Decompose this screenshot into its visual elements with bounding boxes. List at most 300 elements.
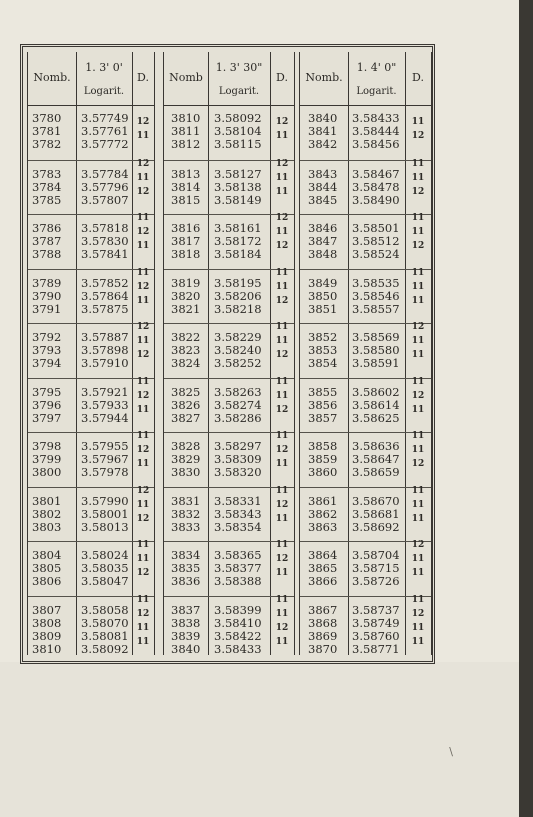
number-cell: 3848 bbox=[308, 247, 338, 261]
difference-cell: 11 bbox=[136, 336, 150, 346]
difference-cell: 12 bbox=[136, 350, 150, 360]
logarithm-cell: 3.57864 bbox=[81, 288, 129, 303]
row-group bbox=[28, 378, 154, 430]
number-cell: 3795 bbox=[32, 384, 62, 399]
row-group bbox=[300, 323, 431, 375]
table-header bbox=[300, 52, 431, 106]
difference-cell: 12 bbox=[136, 158, 150, 169]
logarithm-cell: 3.58081 bbox=[81, 628, 129, 643]
number-cell: 3796 bbox=[32, 397, 62, 412]
logarithm-cell: 3.58013 bbox=[81, 519, 129, 534]
number-cell: 3827 bbox=[171, 410, 201, 425]
logarithm-cell: 3.57761 bbox=[81, 124, 129, 138]
row-group bbox=[28, 323, 154, 375]
number-cell: 3790 bbox=[32, 288, 62, 303]
difference-header: D. bbox=[412, 71, 424, 85]
difference-cell: 12 bbox=[411, 608, 425, 619]
logarithm-cell: 3.58771 bbox=[352, 641, 400, 656]
logarithm-cell: 3.58252 bbox=[214, 356, 262, 370]
logarithm-cell: 3.57830 bbox=[81, 234, 129, 248]
logarithm-cell: 3.58501 bbox=[352, 221, 400, 235]
number-cell: 3869 bbox=[308, 628, 338, 643]
logarithm-cell: 3.58320 bbox=[214, 465, 262, 479]
number-cell: 3838 bbox=[171, 615, 201, 630]
row-group bbox=[164, 594, 294, 656]
number-cell: 3817 bbox=[171, 234, 201, 248]
difference-cell: 11 bbox=[136, 540, 150, 550]
logarithm-cell: 3.58058 bbox=[81, 602, 129, 617]
logarithm-cell: 3.58715 bbox=[352, 561, 400, 575]
logarithm-cell: 3.58297 bbox=[214, 439, 262, 453]
difference-cell: 12 bbox=[136, 608, 150, 619]
logarithm-cell: 3.57933 bbox=[81, 397, 129, 412]
difference-cell: 12 bbox=[411, 459, 425, 469]
row-group bbox=[164, 323, 294, 375]
row-group bbox=[300, 269, 431, 321]
number-cell: 3835 bbox=[171, 561, 201, 575]
logarithm-cell: 3.57784 bbox=[81, 166, 129, 181]
difference-cell: 12 bbox=[411, 241, 425, 251]
logarithm-cell: 3.58309 bbox=[214, 452, 262, 466]
number-cell: 3784 bbox=[32, 179, 62, 194]
table-body bbox=[28, 105, 154, 655]
difference-cell: 11 bbox=[275, 431, 289, 441]
logarithm-cell: 3.58535 bbox=[352, 275, 400, 290]
logarithm-cell: 3.58410 bbox=[214, 615, 262, 630]
difference-cell: 11 bbox=[275, 459, 289, 469]
number-cell: 3794 bbox=[32, 356, 62, 370]
logarithm-table-frame bbox=[20, 44, 435, 664]
difference-cell: 11 bbox=[411, 172, 425, 183]
logarithm-cell: 3.58569 bbox=[352, 330, 400, 344]
logarithm-cell: 3.58388 bbox=[214, 574, 262, 588]
logarithm-cell: 3.58104 bbox=[214, 124, 262, 138]
number-cell: 3854 bbox=[308, 356, 338, 370]
logarithm-cell: 3.57921 bbox=[81, 384, 129, 399]
difference-cell: 12 bbox=[275, 158, 289, 169]
logarithm-cell: 3.57955 bbox=[81, 439, 129, 453]
number-cell: 3832 bbox=[171, 506, 201, 521]
logarit-label: Logarit. bbox=[218, 86, 260, 97]
logarithm-cell: 3.57796 bbox=[81, 179, 129, 194]
logarithm-cell: 3.57887 bbox=[81, 330, 129, 344]
logarithm-cell: 3.58377 bbox=[214, 561, 262, 575]
logarithm-cell: 3.58467 bbox=[352, 166, 400, 181]
logarit-label: Logarit. bbox=[356, 86, 397, 97]
difference-cell: 11 bbox=[411, 227, 425, 237]
row-group bbox=[300, 378, 431, 430]
number-cell: 3852 bbox=[308, 330, 338, 344]
number-cell: 3847 bbox=[308, 234, 338, 248]
logarithm-cell: 3.58647 bbox=[352, 452, 400, 466]
number-cell: 3788 bbox=[32, 247, 62, 261]
logarit-header bbox=[76, 52, 132, 105]
difference-cell: 11 bbox=[275, 281, 289, 292]
number-cell: 3843 bbox=[308, 166, 338, 181]
difference-cell: 12 bbox=[136, 445, 150, 455]
number-cell: 3830 bbox=[171, 465, 201, 479]
table-body bbox=[300, 105, 431, 655]
logarithm-cell: 3.57978 bbox=[81, 465, 129, 479]
logarithm-cell: 3.58115 bbox=[214, 137, 262, 151]
logarithm-cell: 3.58274 bbox=[214, 397, 262, 412]
number-cell: 3849 bbox=[308, 275, 338, 290]
difference-cell: 11 bbox=[136, 636, 150, 647]
logarithm-cell: 3.58444 bbox=[352, 124, 400, 138]
difference-cell: 11 bbox=[136, 499, 150, 510]
difference-cell: 11 bbox=[411, 499, 425, 510]
difference-cell: 11 bbox=[136, 404, 150, 415]
difference-cell: 11 bbox=[411, 336, 425, 346]
logarithm-cell: 3.58433 bbox=[214, 641, 262, 656]
logarithm-cell: 3.58580 bbox=[352, 343, 400, 357]
row-group bbox=[164, 105, 294, 156]
difference-cell: 11 bbox=[411, 431, 425, 441]
logarithm-cell: 3.58681 bbox=[352, 506, 400, 521]
logarithm-cell: 3.58218 bbox=[214, 301, 262, 316]
number-cell: 3820 bbox=[171, 288, 201, 303]
logarithm-cell: 3.58229 bbox=[214, 330, 262, 344]
logarithm-cell: 3.58692 bbox=[352, 519, 400, 534]
difference-cell: 11 bbox=[275, 376, 289, 387]
logarithm-cell: 3.57910 bbox=[81, 356, 129, 370]
logarithm-cell: 3.58035 bbox=[81, 561, 129, 575]
difference-cell: 12 bbox=[411, 131, 425, 141]
logarithm-cell: 3.58557 bbox=[352, 301, 400, 316]
row-group bbox=[300, 594, 431, 656]
number-cell: 3857 bbox=[308, 410, 338, 425]
logarithm-cell: 3.58602 bbox=[352, 384, 400, 399]
difference-cell: 12 bbox=[136, 186, 150, 197]
logarithm-cell: 3.57898 bbox=[81, 343, 129, 357]
number-cell: 3840 bbox=[308, 111, 338, 125]
logarithm-cell: 3.58422 bbox=[214, 628, 262, 643]
number-cell: 3792 bbox=[32, 330, 62, 344]
difference-cell: 12 bbox=[275, 295, 289, 306]
row-group bbox=[300, 541, 431, 593]
logarithm-cell: 3.58001 bbox=[81, 506, 129, 521]
difference-cell: 11 bbox=[275, 186, 289, 197]
logarithm-cell: 3.58172 bbox=[214, 234, 262, 248]
logarithm-cell: 3.58456 bbox=[352, 137, 400, 151]
difference-cell: 11 bbox=[411, 513, 425, 524]
difference-cell: 12 bbox=[136, 227, 150, 237]
difference-cell: 12 bbox=[275, 622, 289, 633]
number-cell: 3801 bbox=[32, 493, 62, 508]
logarithm-cell: 3.58512 bbox=[352, 234, 400, 248]
row-group bbox=[28, 594, 154, 656]
difference-header: D. bbox=[276, 71, 288, 85]
number-cell: 3814 bbox=[171, 179, 201, 194]
table-header bbox=[28, 52, 154, 106]
number-cell: 3858 bbox=[308, 439, 338, 453]
number-cell: 3789 bbox=[32, 275, 62, 290]
difference-cell: 12 bbox=[275, 499, 289, 510]
difference-cell: 12 bbox=[411, 186, 425, 197]
logarithm-cell: 3.58161 bbox=[214, 221, 262, 235]
number-cell: 3797 bbox=[32, 410, 62, 425]
number-cell: 3812 bbox=[171, 137, 201, 151]
difference-cell: 11 bbox=[136, 267, 150, 278]
number-cell: 3845 bbox=[308, 192, 338, 207]
number-cell: 3841 bbox=[308, 124, 338, 138]
difference-cell: 11 bbox=[411, 554, 425, 564]
number-cell: 3866 bbox=[308, 574, 338, 588]
row-group bbox=[164, 432, 294, 484]
difference-cell: 12 bbox=[411, 540, 425, 550]
number-cell: 3809 bbox=[32, 628, 62, 643]
row-group bbox=[164, 269, 294, 321]
difference-cell: 11 bbox=[275, 485, 289, 496]
difference-cell: 12 bbox=[136, 117, 150, 127]
number-cell: 3781 bbox=[32, 124, 62, 138]
difference-cell: 11 bbox=[411, 485, 425, 496]
difference-cell: 12 bbox=[275, 241, 289, 251]
difference-cell: 11 bbox=[411, 568, 425, 578]
logarithm-cell: 3.58704 bbox=[352, 548, 400, 562]
number-cell: 3823 bbox=[171, 343, 201, 357]
difference-cell: 11 bbox=[136, 554, 150, 564]
table-block-3 bbox=[299, 52, 432, 655]
logarithm-cell: 3.58263 bbox=[214, 384, 262, 399]
logarithm-cell: 3.58127 bbox=[214, 166, 262, 181]
number-cell: 3863 bbox=[308, 519, 338, 534]
number-cell: 3783 bbox=[32, 166, 62, 181]
number-cell: 3793 bbox=[32, 343, 62, 357]
difference-cell: 11 bbox=[411, 158, 425, 169]
page-binding-edge bbox=[519, 0, 533, 817]
logarithm-cell: 3.58365 bbox=[214, 548, 262, 562]
logarithm-cell: 3.58625 bbox=[352, 410, 400, 425]
row-group bbox=[28, 487, 154, 539]
logarithm-cell: 3.58749 bbox=[352, 615, 400, 630]
row-group bbox=[300, 432, 431, 484]
number-cell: 3853 bbox=[308, 343, 338, 357]
table-block-2 bbox=[163, 52, 295, 655]
logarithm-cell: 3.58138 bbox=[214, 179, 262, 194]
difference-cell: 11 bbox=[136, 376, 150, 387]
difference-cell: 12 bbox=[275, 404, 289, 415]
difference-cell: 11 bbox=[136, 213, 150, 223]
logarithm-cell: 3.58240 bbox=[214, 343, 262, 357]
number-cell: 3802 bbox=[32, 506, 62, 521]
logarithm-cell: 3.57818 bbox=[81, 221, 129, 235]
difference-cell: 11 bbox=[136, 241, 150, 251]
number-cell: 3826 bbox=[171, 397, 201, 412]
number-cell: 3856 bbox=[308, 397, 338, 412]
number-cell: 3851 bbox=[308, 301, 338, 316]
logarithm-cell: 3.58614 bbox=[352, 397, 400, 412]
row-group bbox=[28, 432, 154, 484]
difference-cell: 11 bbox=[411, 445, 425, 455]
difference-cell: 11 bbox=[411, 594, 425, 605]
number-cell: 3837 bbox=[171, 602, 201, 617]
logarit-label: Logarit. bbox=[83, 86, 125, 97]
logarithm-cell: 3.57841 bbox=[81, 247, 129, 261]
number-cell: 3813 bbox=[171, 166, 201, 181]
number-cell: 3825 bbox=[171, 384, 201, 399]
difference-cell: 11 bbox=[275, 594, 289, 605]
difference-cell: 11 bbox=[411, 267, 425, 278]
table-block-1 bbox=[27, 52, 155, 655]
logarithm-cell: 3.57807 bbox=[81, 192, 129, 207]
logarithm-cell: 3.58726 bbox=[352, 574, 400, 588]
difference-cell: 11 bbox=[136, 295, 150, 306]
table-header bbox=[164, 52, 294, 106]
logarithm-cell: 3.58433 bbox=[352, 111, 400, 125]
number-cell: 3861 bbox=[308, 493, 338, 508]
difference-cell: 11 bbox=[411, 636, 425, 647]
number-cell: 3791 bbox=[32, 301, 62, 316]
difference-cell: 11 bbox=[411, 404, 425, 415]
number-cell: 3815 bbox=[171, 192, 201, 207]
difference-cell: 12 bbox=[136, 390, 150, 401]
number-cell: 3786 bbox=[32, 221, 62, 235]
number-cell: 3860 bbox=[308, 465, 338, 479]
logarithm-cell: 3.58184 bbox=[214, 247, 262, 261]
row-group bbox=[300, 160, 431, 212]
nomb-header: Nomb. bbox=[33, 71, 71, 85]
number-cell: 3818 bbox=[171, 247, 201, 261]
number-cell: 3867 bbox=[308, 602, 338, 617]
logarithm-cell: 3.58206 bbox=[214, 288, 262, 303]
number-cell: 3865 bbox=[308, 561, 338, 575]
logarithm-cell: 3.58149 bbox=[214, 192, 262, 207]
angle-label: 1. 3' 30" bbox=[215, 61, 263, 74]
number-cell: 3819 bbox=[171, 275, 201, 290]
difference-cell: 12 bbox=[275, 445, 289, 455]
row-group bbox=[28, 269, 154, 321]
logarithm-cell: 3.58047 bbox=[81, 574, 129, 588]
number-cell: 3831 bbox=[171, 493, 201, 508]
angle-label: 1. 4' 0" bbox=[356, 61, 397, 74]
row-group bbox=[164, 378, 294, 430]
difference-cell: 12 bbox=[136, 322, 150, 332]
difference-cell: 11 bbox=[136, 594, 150, 605]
number-cell: 3840 bbox=[171, 641, 201, 656]
logarithm-cell: 3.58546 bbox=[352, 288, 400, 303]
number-cell: 3806 bbox=[32, 574, 62, 588]
difference-cell: 12 bbox=[411, 390, 425, 401]
difference-cell: 11 bbox=[275, 568, 289, 578]
number-cell: 3803 bbox=[32, 519, 62, 534]
difference-cell: 12 bbox=[275, 213, 289, 223]
number-cell: 3785 bbox=[32, 192, 62, 207]
logarithm-cell: 3.57967 bbox=[81, 452, 129, 466]
difference-cell: 12 bbox=[411, 322, 425, 332]
logarit-header bbox=[208, 52, 270, 105]
number-cell: 3842 bbox=[308, 137, 338, 151]
logarithm-cell: 3.58659 bbox=[352, 465, 400, 479]
difference-cell: 11 bbox=[411, 376, 425, 387]
number-cell: 3822 bbox=[171, 330, 201, 344]
logarithm-cell: 3.58092 bbox=[81, 641, 129, 656]
row-group bbox=[300, 487, 431, 539]
difference-cell: 11 bbox=[275, 390, 289, 401]
difference-cell: 11 bbox=[136, 131, 150, 141]
number-cell: 3816 bbox=[171, 221, 201, 235]
difference-cell: 11 bbox=[275, 322, 289, 332]
logarithm-cell: 3.57990 bbox=[81, 493, 129, 508]
number-cell: 3855 bbox=[308, 384, 338, 399]
row-group bbox=[28, 160, 154, 212]
logarithm-cell: 3.58286 bbox=[214, 410, 262, 425]
number-cell: 3834 bbox=[171, 548, 201, 562]
number-cell: 3782 bbox=[32, 137, 62, 151]
number-cell: 3844 bbox=[308, 179, 338, 194]
logarithm-cell: 3.58024 bbox=[81, 548, 129, 562]
logarithm-cell: 3.58331 bbox=[214, 493, 262, 508]
difference-cell: 11 bbox=[136, 622, 150, 633]
difference-cell: 11 bbox=[411, 350, 425, 360]
difference-cell: 11 bbox=[411, 213, 425, 223]
table-body bbox=[164, 105, 294, 655]
difference-cell: 12 bbox=[136, 513, 150, 524]
logarithm-cell: 3.58524 bbox=[352, 247, 400, 261]
difference-cell: 11 bbox=[275, 267, 289, 278]
row-group bbox=[300, 214, 431, 266]
logarithm-cell: 3.58354 bbox=[214, 519, 262, 534]
nomb-header: Nomb. bbox=[305, 71, 343, 85]
difference-cell: 11 bbox=[136, 431, 150, 441]
row-group bbox=[28, 214, 154, 266]
difference-cell: 11 bbox=[411, 281, 425, 292]
number-cell: 3804 bbox=[32, 548, 62, 562]
row-group bbox=[164, 214, 294, 266]
corner-mark: \ bbox=[449, 745, 453, 758]
difference-cell: 11 bbox=[411, 295, 425, 306]
number-cell: 3862 bbox=[308, 506, 338, 521]
difference-cell: 12 bbox=[275, 554, 289, 564]
logarithm-cell: 3.57852 bbox=[81, 275, 129, 290]
number-cell: 3828 bbox=[171, 439, 201, 453]
difference-header: D. bbox=[137, 71, 149, 85]
angle-label: 1. 3' 0' bbox=[85, 61, 123, 74]
difference-cell: 11 bbox=[136, 459, 150, 469]
number-cell: 3798 bbox=[32, 439, 62, 453]
logarithm-cell: 3.57875 bbox=[81, 301, 129, 316]
difference-cell: 12 bbox=[275, 350, 289, 360]
nomb-header: Nomb bbox=[169, 71, 203, 85]
row-group bbox=[164, 541, 294, 593]
difference-cell: 11 bbox=[411, 117, 425, 127]
number-cell: 3829 bbox=[171, 452, 201, 466]
difference-cell: 12 bbox=[136, 568, 150, 578]
page-margin bbox=[0, 662, 519, 817]
number-cell: 3780 bbox=[32, 111, 62, 125]
number-cell: 3810 bbox=[171, 111, 201, 125]
number-cell: 3868 bbox=[308, 615, 338, 630]
logarithm-cell: 3.58490 bbox=[352, 192, 400, 207]
difference-cell: 11 bbox=[275, 513, 289, 524]
difference-cell: 11 bbox=[136, 172, 150, 183]
number-cell: 3821 bbox=[171, 301, 201, 316]
row-group bbox=[28, 105, 154, 156]
difference-cell: 11 bbox=[275, 172, 289, 183]
logarithm-cell: 3.58737 bbox=[352, 602, 400, 617]
number-cell: 3800 bbox=[32, 465, 62, 479]
number-cell: 3833 bbox=[171, 519, 201, 534]
logarithm-cell: 3.57944 bbox=[81, 410, 129, 425]
difference-cell: 11 bbox=[275, 336, 289, 346]
number-cell: 3808 bbox=[32, 615, 62, 630]
difference-cell: 11 bbox=[411, 622, 425, 633]
number-cell: 3836 bbox=[171, 574, 201, 588]
number-cell: 3811 bbox=[171, 124, 201, 138]
row-group bbox=[164, 487, 294, 539]
row-group bbox=[300, 105, 431, 156]
logarithm-cell: 3.58195 bbox=[214, 275, 262, 290]
